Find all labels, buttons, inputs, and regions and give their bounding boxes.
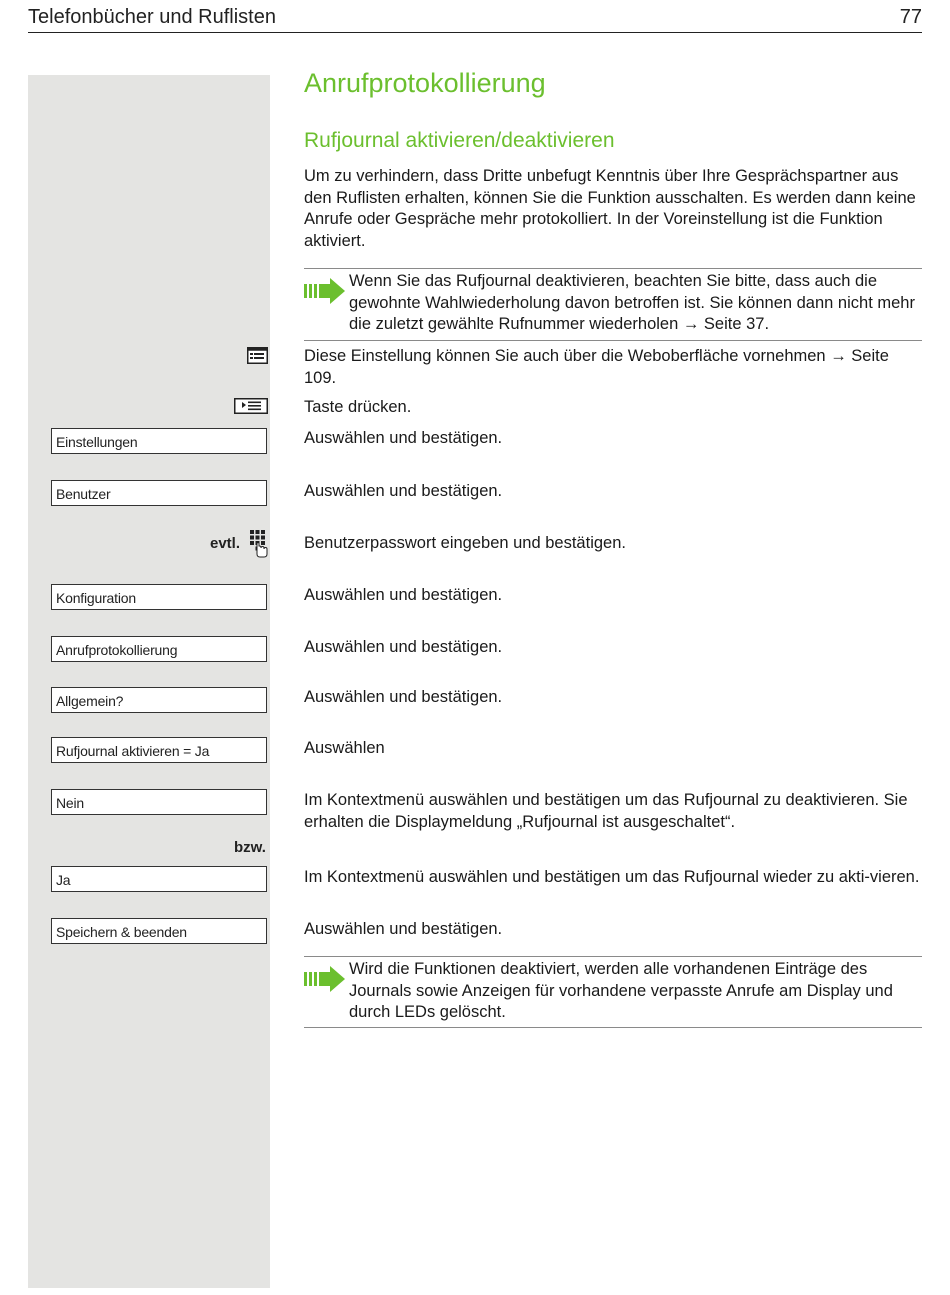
web-interface-icon	[247, 347, 268, 364]
step-web-interface: Diese Einstellung können Sie auch über die Weboberfläche vornehmen → Seite 109.	[304, 347, 889, 387]
evtl-label: evtl.	[210, 535, 241, 552]
step-speichern-desc: Auswählen und bestätigen.	[304, 920, 503, 938]
menu-item-anrufprotokollierung[interactable]: Anrufprotokollierung	[51, 636, 267, 662]
step-anrufprotokollierung-desc: Auswählen und bestätigen.	[304, 638, 503, 656]
step-allgemein-desc: Auswählen und bestätigen.	[304, 688, 503, 706]
step-press-key: Taste drücken.	[304, 398, 412, 416]
subsection-title: Rufjournal aktivieren/deaktivieren	[304, 129, 615, 152]
menu-item-speichern[interactable]: Speichern & beenden	[51, 918, 267, 944]
step-einstellungen-desc: Auswählen und bestätigen.	[304, 429, 503, 447]
step-konfiguration-desc: Auswählen und bestätigen.	[304, 586, 503, 604]
note-arrow-icon	[304, 966, 346, 992]
menu-item-nein[interactable]: Nein	[51, 789, 267, 815]
note2-top-rule	[304, 956, 922, 957]
menu-item-rufjournal[interactable]: Rufjournal aktivieren = Ja	[51, 737, 267, 763]
page-header-title: Telefonbücher und Ruflisten	[28, 6, 276, 28]
note-arrow-icon	[304, 278, 346, 304]
step-benutzer-desc: Auswählen und bestätigen.	[304, 482, 503, 500]
menu-item-allgemein[interactable]: Allgemein?	[51, 687, 267, 713]
menu-item-einstellungen[interactable]: Einstellungen	[51, 428, 267, 454]
step-password: Benutzerpasswort eingeben und bestätigen.	[304, 534, 626, 552]
page-number: 77	[899, 6, 922, 28]
note1-text: Wenn Sie das Rufjournal deaktivieren, beachten Sie bitte, dass auch die gewohnte Wahlwiederholung davon betroffen ist. Sie können dann nicht mehr die zuletzt gewählte Rufnummer wiederholen → Seite 37.	[349, 272, 915, 333]
menu-item-konfiguration[interactable]: Konfiguration	[51, 584, 267, 610]
menu-key-icon[interactable]	[234, 398, 268, 414]
step-ja-desc: Im Kontextmenü auswählen und bestätigen um das Rufjournal wieder zu akti-vieren.	[304, 868, 920, 886]
note1-top-rule	[304, 268, 922, 269]
step-rufjournal-desc: Auswählen	[304, 739, 385, 757]
note2-bottom-rule	[304, 1027, 922, 1028]
step-nein-desc: Im Kontextmenü auswählen und bestätigen um das Rufjournal zu deaktivieren. Sie erhalten die Displaymeldung „Rufjournal ist ausgeschaltet“.	[304, 791, 908, 831]
note2-text: Wird die Funktionen deaktiviert, werden alle vorhandenen Einträge des Journals sowie Anzeigen für vorhandene verpasste Anrufe am Display und durch LEDs gelöscht.	[349, 960, 893, 1021]
menu-item-ja[interactable]: Ja	[51, 866, 267, 892]
section-title: Anrufprotokollierung	[304, 68, 546, 98]
intro-paragraph: Um zu verhindern, dass Dritte unbefugt Kenntnis über Ihre Gesprächspartner aus den Ruflisten erhalten, können Sie die Funktion ausschalten. Es werden dann keine Anrufe oder Gespräche mehr protokolliert. In der Voreinstellung ist die Funktion aktiviert.	[304, 167, 916, 250]
note1-bottom-rule	[304, 340, 922, 341]
bzw-label: bzw.	[234, 839, 266, 856]
sidebar-panel	[28, 75, 270, 1288]
menu-item-benutzer[interactable]: Benutzer	[51, 480, 267, 506]
header-divider	[28, 32, 922, 33]
keypad-icon[interactable]	[248, 530, 269, 558]
